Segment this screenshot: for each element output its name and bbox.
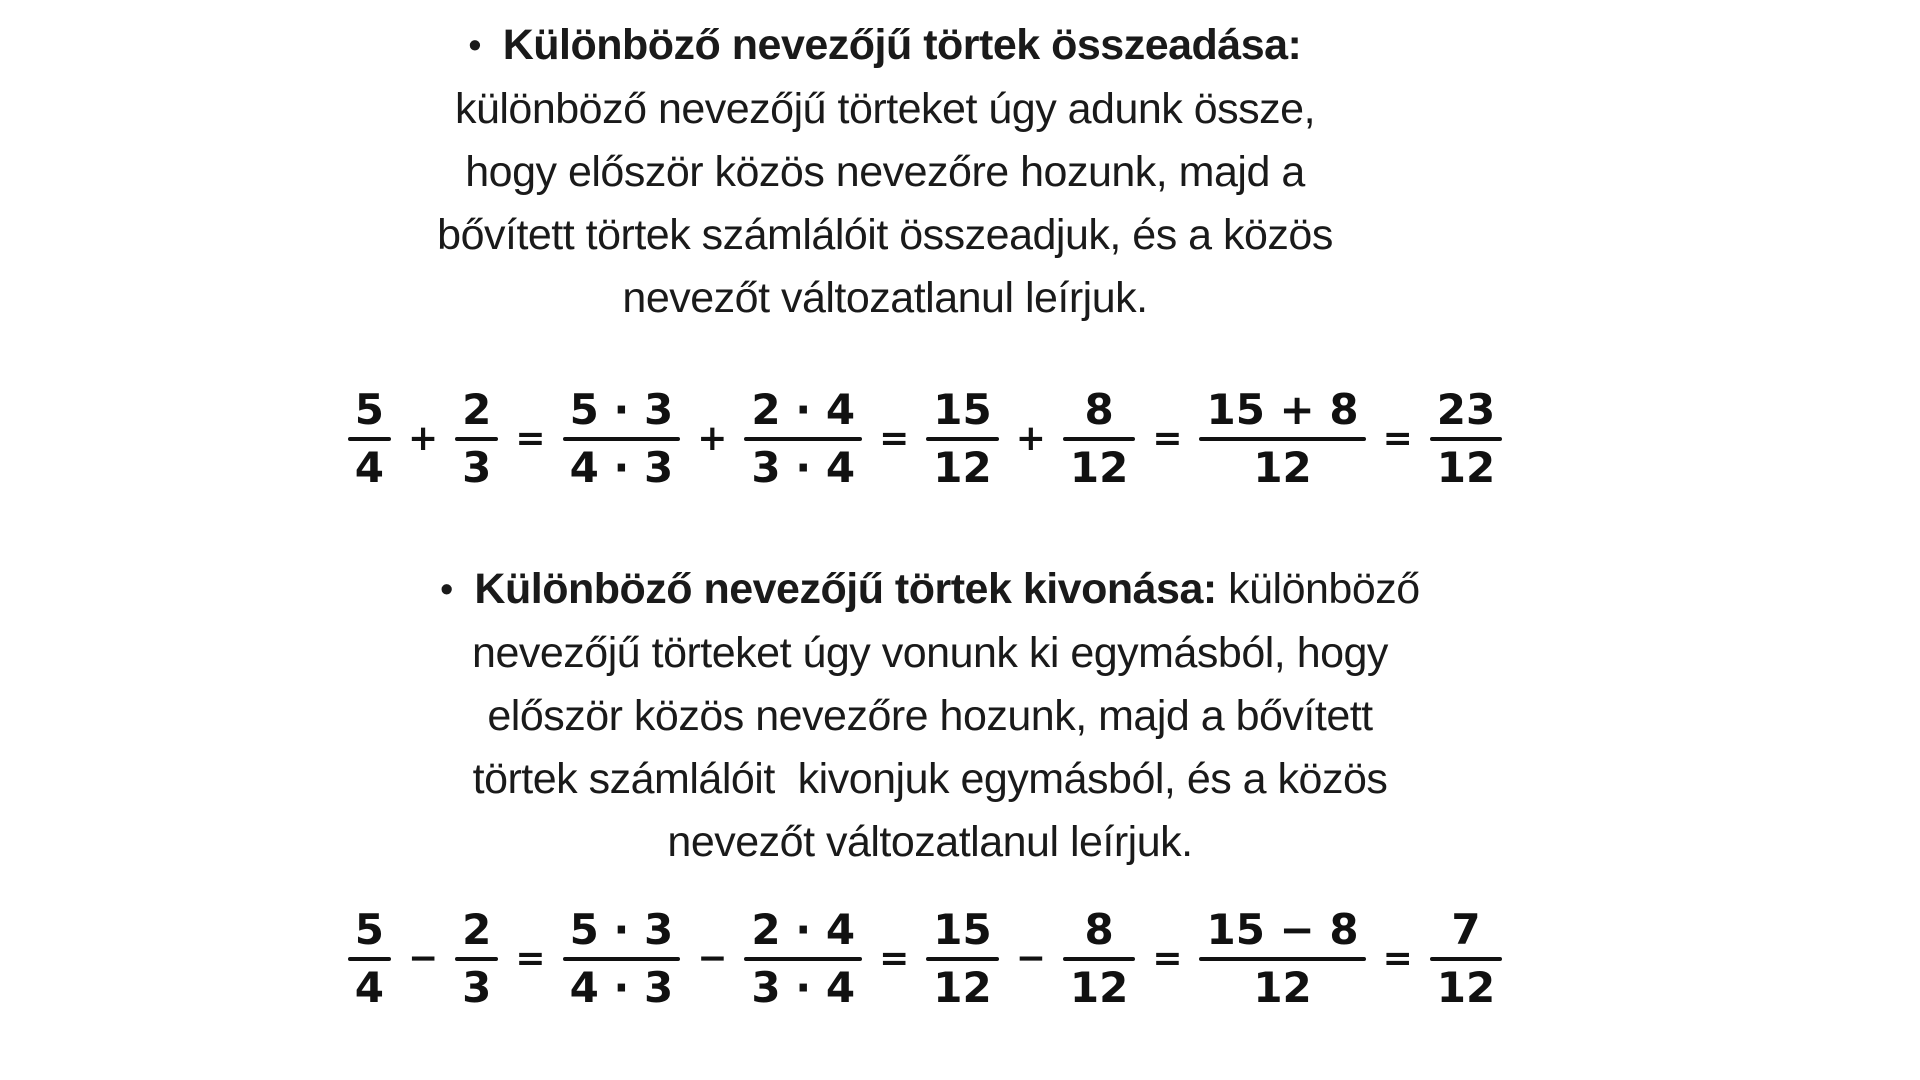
fraction [744, 384, 862, 494]
operator: = [515, 418, 546, 459]
fraction [348, 384, 391, 494]
fraction [348, 904, 391, 1014]
numerator: 5 · 3 [569, 905, 674, 954]
numerator: 5 [354, 905, 384, 954]
subtraction-body-line-4: nevezőt változatlanul leírjuk. [667, 818, 1193, 866]
subtraction-heading: Különböző nevezőjű törtek kivonása: [474, 565, 1217, 613]
fraction [563, 904, 681, 1014]
denominator: 12 [1253, 443, 1312, 492]
numerator: 15 [933, 905, 992, 954]
section-heading-line [270, 558, 1590, 622]
fraction-bar [744, 957, 862, 961]
operator: − [1015, 938, 1046, 979]
addition-body-line-4: nevezőt változatlanul leírjuk. [622, 274, 1148, 322]
subtraction-heading-tail: különböző [1216, 565, 1420, 613]
fraction [1063, 384, 1135, 494]
numerator: 15 [933, 385, 992, 434]
section-subtraction [260, 558, 1590, 874]
addition-equation [260, 364, 1590, 514]
subtraction-body-line-1: nevezőjű törteket úgy vonunk ki egymásból, hogy [472, 629, 1388, 677]
fraction [455, 904, 498, 1014]
numerator: 5 [354, 385, 384, 434]
fraction [455, 384, 498, 494]
fraction-bar [1063, 957, 1135, 961]
numerator: 2 · 4 [751, 905, 856, 954]
numerator: 8 [1084, 905, 1114, 954]
bullet-icon: • [468, 24, 481, 65]
addition-body-line-3: bővített törtek számlálóit összeadjuk, és a közös [437, 211, 1333, 259]
denominator: 12 [1253, 963, 1312, 1012]
numerator: 7 [1451, 905, 1481, 954]
fraction-bar [1430, 437, 1502, 441]
numerator: 2 [462, 385, 492, 434]
operator: = [1382, 418, 1413, 459]
bullet-icon: • [440, 568, 453, 609]
section-addition [260, 14, 1590, 330]
fraction [926, 904, 998, 1014]
fraction [1199, 904, 1365, 1014]
fraction-bar [926, 437, 998, 441]
subtraction-body-line-3: törtek számlálóit kivonjuk egymásból, és a közös [472, 755, 1388, 803]
fraction-bar [1430, 957, 1502, 961]
fraction-bar [563, 437, 681, 441]
fraction [1430, 904, 1502, 1014]
denominator: 12 [1069, 963, 1129, 1012]
numerator: 5 · 3 [569, 385, 674, 434]
denominator: 12 [1069, 443, 1129, 492]
denominator: 4 [354, 963, 384, 1012]
operator: = [515, 938, 546, 979]
operator: + [1015, 418, 1046, 459]
fraction-bar [926, 957, 998, 961]
operator: = [879, 938, 910, 979]
operator: + [408, 418, 439, 459]
denominator: 3 · 4 [751, 963, 856, 1012]
fraction-bar [455, 437, 498, 441]
fraction-bar [1199, 957, 1365, 961]
operator: − [697, 938, 728, 979]
subtraction-body-line-2: először közös nevezőre hozunk, majd a bővített [487, 692, 1373, 740]
numerator: 8 [1084, 385, 1114, 434]
operator: = [879, 418, 910, 459]
fraction [563, 384, 681, 494]
addition-body-line-2: hogy először közös nevezőre hozunk, majd a [465, 148, 1305, 196]
subtraction-equation [260, 884, 1590, 1034]
fraction-bar [563, 957, 681, 961]
fraction-bar [744, 437, 862, 441]
fraction [926, 384, 998, 494]
addition-heading: Különböző nevezőjű törtek összeadása: [502, 21, 1302, 69]
fraction-bar [348, 957, 391, 961]
fraction-bar [348, 437, 391, 441]
operator: = [1152, 418, 1183, 459]
operator: = [1382, 938, 1413, 979]
numerator: 2 · 4 [751, 385, 856, 434]
operator: − [408, 938, 439, 979]
denominator: 3 · 4 [751, 443, 856, 492]
fraction-bar [1199, 437, 1365, 441]
numerator: 15 + 8 [1206, 385, 1359, 434]
denominator: 12 [933, 443, 992, 492]
denominator: 4 · 3 [569, 443, 674, 492]
fraction [1430, 384, 1502, 494]
fraction [1199, 384, 1365, 494]
denominator: 4 · 3 [569, 963, 674, 1012]
addition-body-line-1: különböző nevezőjű törteket úgy adunk össze, [454, 85, 1316, 133]
fraction-bar [1063, 437, 1135, 441]
slide-content [260, 14, 1590, 1034]
denominator: 4 [354, 443, 384, 492]
denominator: 12 [933, 963, 992, 1012]
section-heading-line [260, 14, 1510, 78]
fraction [744, 904, 862, 1014]
denominator: 12 [1436, 443, 1496, 492]
fraction-bar [455, 957, 498, 961]
denominator: 12 [1436, 963, 1496, 1012]
fraction [1063, 904, 1135, 1014]
numerator: 15 − 8 [1206, 905, 1359, 954]
operator: = [1152, 938, 1183, 979]
numerator: 2 [462, 905, 492, 954]
operator: + [697, 418, 728, 459]
numerator: 23 [1436, 385, 1496, 434]
denominator: 3 [462, 443, 492, 492]
denominator: 3 [462, 963, 492, 1012]
